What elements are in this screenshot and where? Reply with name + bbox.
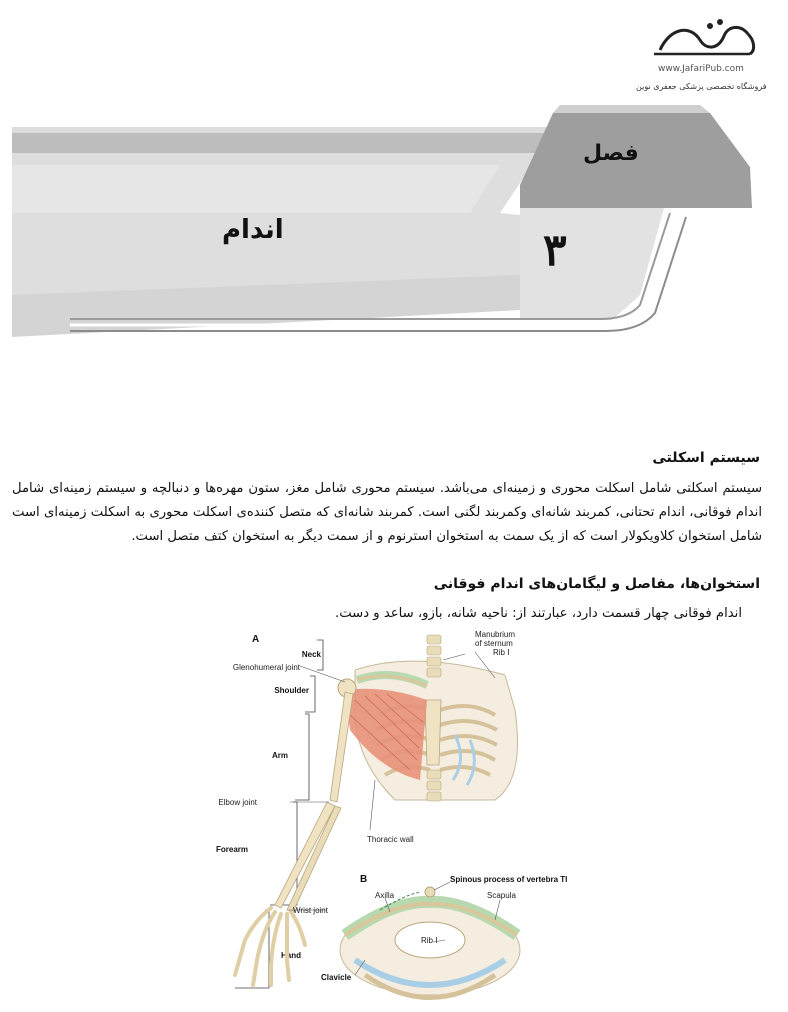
panel-b-letter: B: [360, 874, 368, 885]
panel-a-letter: A: [252, 634, 260, 645]
label-shoulder: Shoulder: [274, 686, 309, 695]
chapter-banner: [0, 105, 788, 345]
section-body-upper-limb: اندام فوقانی چهار قسمت دارد، عبارتند از: ناحیه شانه، بازو، ساعد و دست.: [335, 606, 742, 621]
label-of-sternum: of sternum: [475, 639, 513, 648]
label-rib-i-b: Rib I: [421, 936, 438, 945]
chapter-label: فصل: [583, 141, 639, 166]
label-spinous-process: Spinous process of vertebra TI: [450, 875, 568, 884]
label-arm: Arm: [271, 751, 288, 760]
logo-subtitle: فروشگاه تخصصی پزشکی جعفری نوین: [636, 82, 767, 91]
logo-mark-icon: [640, 10, 770, 66]
label-axilla: Axilla: [375, 891, 395, 900]
label-elbow-joint: Elbow joint: [218, 798, 257, 807]
chapter-title: اندام: [222, 215, 284, 245]
label-scapula: Scapula: [487, 891, 516, 900]
publisher-logo: [636, 10, 770, 100]
logo-url: www.JafariPub.com: [658, 64, 744, 74]
anatomy-figure: [205, 630, 625, 1005]
label-thoracic-wall: Thoracic wall: [367, 835, 414, 844]
section-heading-skeletal: سیستم اسکلتی: [652, 450, 760, 466]
banner-graphic: [0, 105, 788, 345]
section-body-skeletal: سیستم اسکلتی شامل اسکلت محوری و زمینه‌ای می‌باشد. سیستم محوری شامل مغز، ستون مهره‌ها و دنبالچه و سیستم زمینه‌ای شامل اندام فوقانی، اندام تحتانی، کمربند شانه‌ای وکمربند لگنی است. کمربند شانه‌ای که متصل کننده‌ی اسکلت محوری به اسکلت زمینه‌ای است شامل استخوان کلاویکولار است که از یک سمت به استخوان استرنوم و از سمت دیگر به استخوان کتف متصل است.: [12, 481, 762, 544]
label-rib-i-a: Rib I: [493, 648, 510, 657]
label-glenohumeral-joint: Glenohumeral joint: [232, 663, 300, 672]
section-heading-upper-limb: استخوان‌ها، مفاصل و لیگامان‌های اندام فوقانی: [433, 576, 760, 592]
label-clavicle: Clavicle: [321, 973, 352, 982]
arm-bones: [235, 679, 356, 985]
chapter-number: ۳: [543, 225, 567, 276]
label-manubrium: Manubrium: [475, 630, 516, 639]
label-hand: Hand: [281, 951, 301, 960]
label-forearm: Forearm: [215, 845, 248, 854]
label-neck: Neck: [301, 650, 321, 659]
sternum: [425, 700, 441, 765]
rib-cage: [345, 635, 518, 801]
label-wrist-joint: Wrist joint: [293, 906, 328, 915]
upper-limb-illustration: [205, 630, 625, 1005]
